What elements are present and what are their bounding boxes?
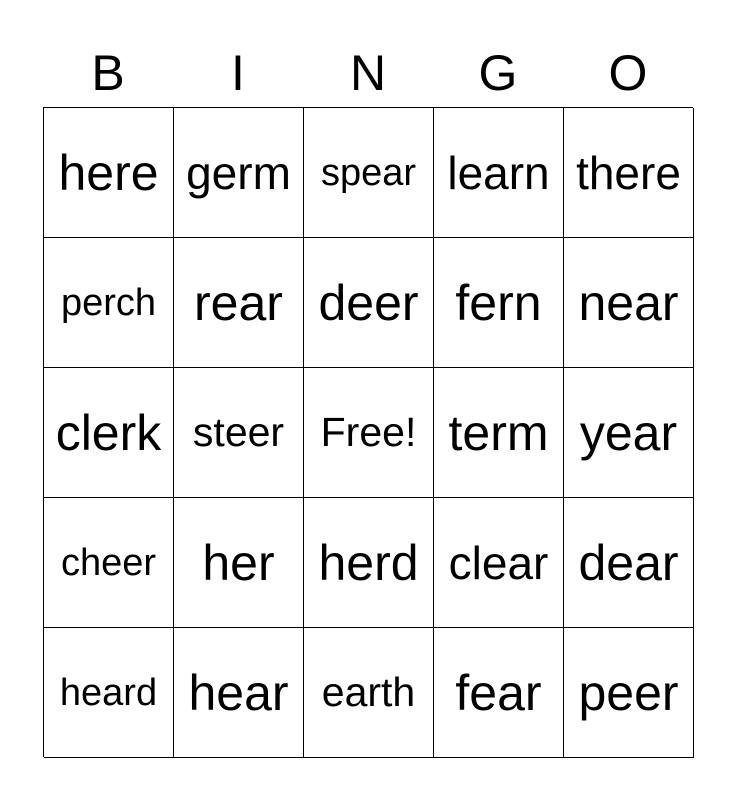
cell-word: learn — [447, 146, 550, 199]
cell-word: peer — [578, 664, 679, 721]
bingo-cell[interactable] — [174, 108, 304, 238]
cell-word: there — [576, 146, 681, 199]
bingo-cell[interactable] — [434, 238, 564, 368]
cell-word: her — [202, 534, 275, 591]
bingo-cell[interactable] — [174, 238, 304, 368]
bingo-cell[interactable] — [434, 628, 564, 758]
cell-word: hear — [188, 664, 289, 721]
cell-word: year — [579, 404, 678, 461]
cell-word: heard — [59, 671, 158, 714]
cell-word: herd — [318, 534, 419, 591]
cell-word: fern — [455, 274, 542, 331]
cell-word: germ — [186, 146, 291, 199]
cell-word: near — [578, 274, 679, 331]
cell-word: deer — [318, 274, 419, 331]
bingo-cell[interactable] — [44, 238, 174, 368]
cell-word: perch — [60, 281, 157, 324]
cell-word: rear — [194, 274, 283, 331]
bingo-cell[interactable] — [44, 108, 174, 238]
bingo-cell[interactable] — [44, 368, 174, 498]
header-letter-o: O — [608, 45, 648, 101]
bingo-cell[interactable] — [564, 498, 694, 628]
bingo-cell[interactable] — [564, 628, 694, 758]
cell-word: fear — [455, 664, 542, 721]
cell-word: dear — [578, 534, 679, 591]
bingo-cell[interactable] — [304, 498, 434, 628]
header-letter-i: I — [231, 45, 245, 101]
bingo-cell[interactable] — [174, 628, 304, 758]
cell-word: cheer — [60, 541, 157, 584]
bingo-header — [43, 38, 693, 108]
bingo-cell[interactable] — [304, 108, 434, 238]
cell-word: clerk — [55, 404, 162, 461]
bingo-cell[interactable] — [44, 498, 174, 628]
bingo-cell[interactable] — [304, 628, 434, 758]
bingo-cell[interactable] — [174, 368, 304, 498]
bingo-cell[interactable] — [44, 628, 174, 758]
cell-word: steer — [192, 409, 285, 455]
cell-word: spear — [320, 151, 417, 194]
bingo-cell[interactable] — [174, 498, 304, 628]
bingo-cell[interactable] — [434, 498, 564, 628]
free-space-label: Free! — [320, 409, 417, 455]
bingo-cell[interactable] — [434, 368, 564, 498]
header-letter-n: N — [349, 45, 387, 101]
header-letter-b: B — [91, 45, 125, 101]
header-letter-g: G — [478, 45, 518, 101]
bingo-cell[interactable] — [564, 238, 694, 368]
cell-word: term — [448, 404, 549, 461]
cell-word: clear — [448, 536, 549, 589]
bingo-cell[interactable] — [304, 238, 434, 368]
bingo-cell[interactable] — [564, 108, 694, 238]
cell-word: here — [58, 144, 159, 201]
cell-word: earth — [321, 669, 416, 715]
bingo-cell[interactable] — [564, 368, 694, 498]
bingo-board — [43, 107, 693, 757]
free-space-cell[interactable] — [304, 368, 434, 498]
bingo-cell[interactable] — [434, 108, 564, 238]
